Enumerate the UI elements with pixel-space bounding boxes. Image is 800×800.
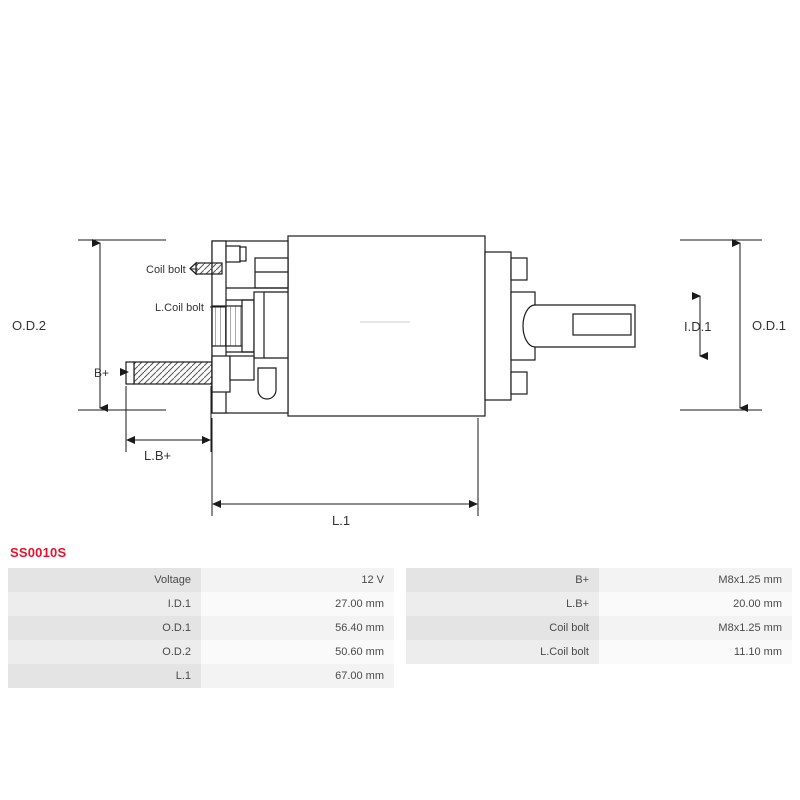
table-row <box>406 568 792 592</box>
table-row <box>8 640 394 664</box>
spec-key: Coil bolt <box>406 616 599 640</box>
spec-key: O.D.2 <box>8 640 201 664</box>
label-od2: O.D.2 <box>12 318 46 333</box>
spec-key: Voltage <box>8 568 201 592</box>
solenoid-outline <box>126 236 635 416</box>
spec-key: L.Coil bolt <box>406 640 599 664</box>
label-l1: L.1 <box>332 513 351 528</box>
spec-key: O.D.1 <box>8 616 201 640</box>
table-row <box>406 616 792 640</box>
spec-key: B+ <box>406 568 599 592</box>
spec-value: 67.00 mm <box>201 664 394 688</box>
part-number: SS0010S <box>10 545 67 560</box>
spec-value: 50.60 mm <box>201 640 394 664</box>
table-row <box>406 664 792 688</box>
spec-key <box>406 664 599 688</box>
specifications <box>8 568 792 688</box>
spec-value: 20.00 mm <box>599 592 792 616</box>
table-row <box>8 616 394 640</box>
table-row <box>406 592 792 616</box>
spec-value: 27.00 mm <box>201 592 394 616</box>
label-lbplus: L.B+ <box>144 448 172 463</box>
spec-value: 12 V <box>201 568 394 592</box>
label-od1: O.D.1 <box>752 318 786 333</box>
spec-key: I.D.1 <box>8 592 201 616</box>
table-row <box>406 640 792 664</box>
spec-key: L.B+ <box>406 592 599 616</box>
spec-table-right <box>406 568 792 688</box>
spec-table-left <box>8 568 394 688</box>
label-id1: I.D.1 <box>684 319 712 334</box>
spec-key: L.1 <box>8 664 201 688</box>
table-row <box>8 664 394 688</box>
spec-value: 56.40 mm <box>201 616 394 640</box>
label-coil-bolt: Coil bolt <box>146 264 186 276</box>
spec-value <box>599 664 792 688</box>
table-row <box>8 568 394 592</box>
label-l-coil-bolt: L.Coil bolt <box>155 302 204 314</box>
spec-value: M8x1.25 mm <box>599 616 792 640</box>
spec-value: 11.10 mm <box>599 640 792 664</box>
table-row <box>8 592 394 616</box>
spec-value: M8x1.25 mm <box>599 568 792 592</box>
label-bplus: B+ <box>94 366 110 380</box>
